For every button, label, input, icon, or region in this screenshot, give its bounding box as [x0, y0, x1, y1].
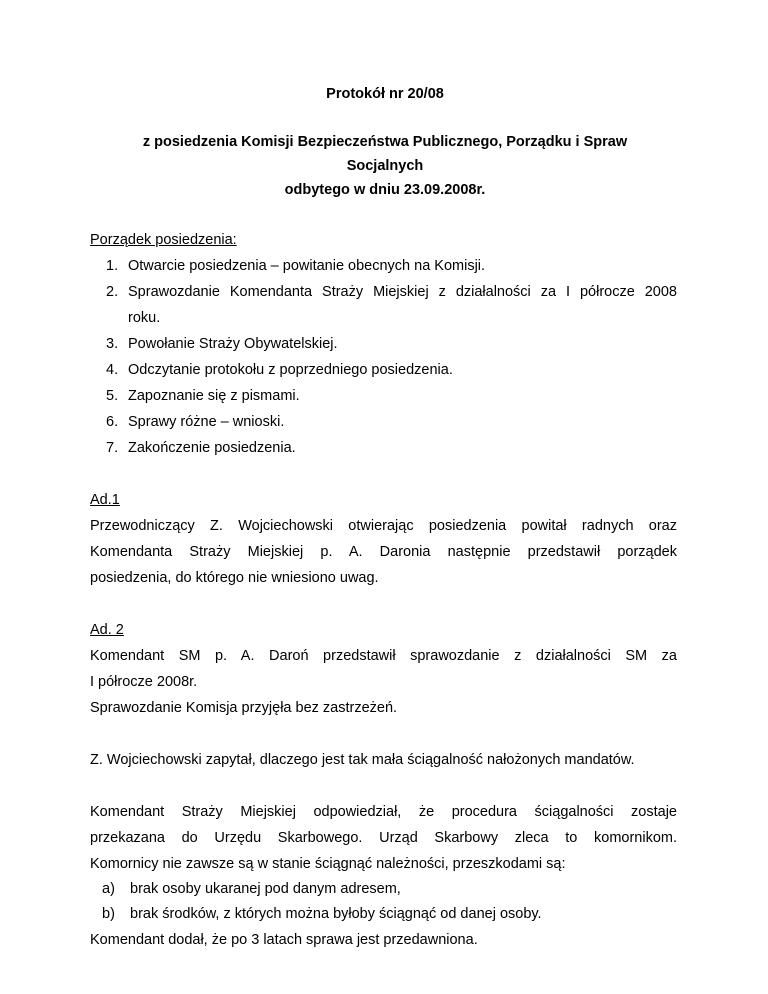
paragraph-line: przekazana do Urzędu Skarbowego. Urząd Skarbowy zleca to komornikom. [90, 830, 677, 846]
committee-name-line2: Socjalnych [346, 158, 424, 174]
obstacles-list [90, 877, 677, 927]
closing-sentence: Komendant dodał, że po 3 latach sprawa jest przedawniona. [90, 932, 478, 948]
paragraph-line: Sprawozdanie Komisja przyjęła bez zastrzeżeń. [90, 700, 398, 716]
ad2-heading: Ad. 2 [90, 622, 124, 638]
agenda-item: 4. Odczytanie protokołu z poprzedniego posiedzenia. [106, 362, 453, 378]
agenda-item: 1. Otwarcie posiedzenia – powitanie obecnych na Komisji. [106, 258, 486, 274]
document-header [90, 82, 680, 202]
question-paragraph: Z. Wojciechowski zapytał, dlaczego jest tak mała ściągalność nałożonych mandatów. [90, 752, 635, 768]
paragraph-line: Komendant SM p. A. Daroń przedstawił sprawozdanie z działalności SM za [90, 648, 677, 664]
agenda-item: 2. Sprawozdanie Komendanta Straży Miejskiej z działalności za I półrocze 2008 roku. [106, 284, 677, 326]
paragraph-line: Komendant Straży Miejskiej odpowiedział, że procedura ściągalności zostaje [90, 804, 677, 820]
agenda-item: 7. Zakończenie posiedzenia. [106, 440, 296, 456]
agenda-item: 6. Sprawy różne – wnioski. [106, 414, 285, 430]
obstacle-item: b) brak środków, z których można byłoby ściągnąć od danej osoby. [102, 906, 542, 922]
ad1-heading: Ad.1 [90, 492, 120, 508]
paragraph-line: I półrocze 2008r. [90, 674, 198, 690]
agenda-title: Porządek posiedzenia: [90, 232, 237, 248]
agenda-item: 5. Zapoznanie się z pismami. [106, 388, 300, 404]
obstacle-item: a) brak osoby ukaranej pod danym adresem, [102, 881, 401, 897]
paragraph-line: posiedzenia, do którego nie wniesiono uwag. [90, 570, 379, 586]
agenda-item: 3. Powołanie Straży Obywatelskiej. [106, 336, 338, 352]
paragraph-line: Komornicy nie zawsze są w stanie ściągnąć należności, przeszkodami są: [90, 856, 566, 872]
meeting-date: odbytego w dniu 23.09.2008r. [284, 182, 486, 198]
committee-name-line1: z posiedzenia Komisji Bezpieczeństwa Publicznego, Porządku i Spraw [142, 134, 628, 150]
paragraph-line: Komendanta Straży Miejskiej p. A. Daronia następnie przedstawił porządek [90, 544, 677, 560]
protocol-title: Protokół nr 20/08 [326, 86, 444, 102]
paragraph-line: Przewodniczący Z. Wojciechowski otwierając posiedzenia powitał radnych oraz [90, 518, 677, 534]
agenda-list [90, 253, 677, 461]
document-body [90, 227, 677, 953]
